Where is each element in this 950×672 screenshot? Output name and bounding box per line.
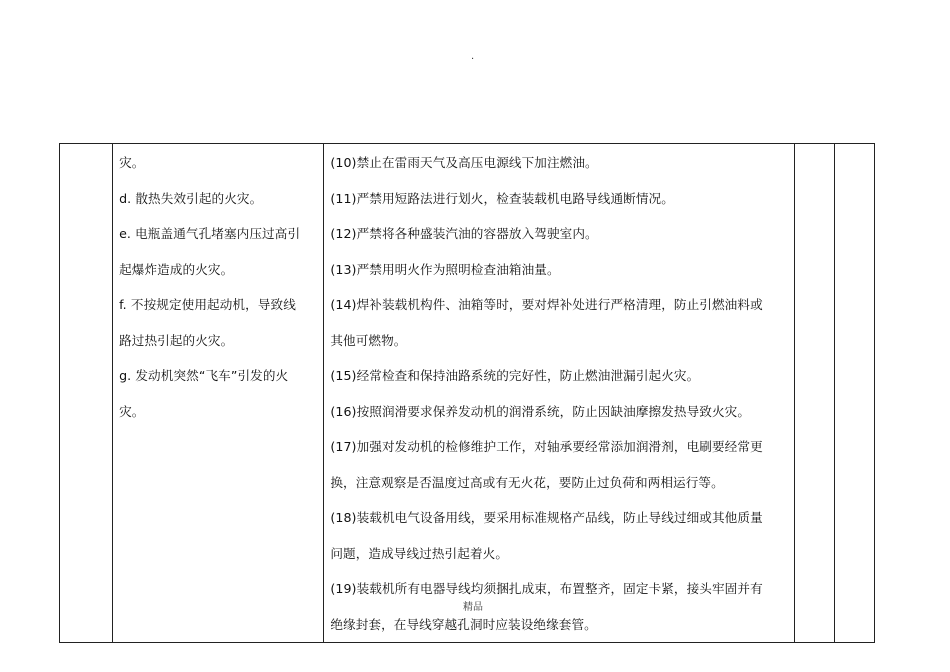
footer-watermark: 精品 bbox=[463, 602, 483, 613]
measure-line: (12)严禁将各种盛装汽油的容器放入驾驶室内。 bbox=[330, 226, 598, 241]
empty-cell-a bbox=[794, 144, 834, 643]
hazard-cell bbox=[113, 144, 324, 643]
hazard-line: f. 不按规定使用起动机，导致线 bbox=[119, 297, 296, 312]
measure-line: 换，注意观察是否温度过高或有无火花，要防止过负荷和两相运行等。 bbox=[330, 474, 724, 490]
measure-line: (17)加强对发动机的检修维护工作，对轴承要经常添加润滑剂，电刷要经常更 bbox=[330, 439, 763, 454]
measure-line: (14)焊补装载机构件、油箱等时，要对焊补处进行严格清理，防止引燃油料或 bbox=[330, 297, 763, 312]
measure-line: (18)装载机电气设备用线，要采用标准规格产品线，防止导线过细或其他质量 bbox=[330, 510, 763, 525]
measure-line: 绝缘封套，在导线穿越孔洞时应装设绝缘套管。 bbox=[330, 616, 597, 632]
hazard-line: 路过热引起的火灾。 bbox=[119, 332, 234, 348]
measure-line: (11)严禁用短路法进行划火，检查装载机电路导线通断情况。 bbox=[330, 190, 674, 206]
hazard-line: 起爆炸造成的火灾。 bbox=[119, 261, 234, 277]
hazard-line: 灾。 bbox=[119, 403, 145, 419]
table-row bbox=[60, 144, 875, 643]
hazard-line: 灾。 bbox=[119, 155, 145, 170]
measures-cell bbox=[324, 144, 795, 643]
content-table bbox=[59, 143, 875, 643]
measure-line: 问题，造成导线过热引起着火。 bbox=[330, 545, 509, 561]
index-cell bbox=[60, 144, 113, 643]
hazard-line: g. 发动机突然“飞车”引发的火 bbox=[119, 368, 289, 383]
measure-line: 其他可燃物。 bbox=[330, 332, 407, 348]
header-dot: . bbox=[471, 51, 475, 62]
measure-line: (13)严禁用明火作为照明检查油箱油量。 bbox=[330, 261, 560, 277]
measure-line: (19)装载机所有电器导线均须捆扎成束，布置整齐，固定卡紧，接头牢固并有 bbox=[330, 581, 763, 596]
empty-cell-b bbox=[834, 144, 874, 643]
measure-line: (10)禁止在雷雨天气及高压电源线下加注燃油。 bbox=[330, 155, 598, 170]
measure-line: (15)经常检查和保持油路系统的完好性，防止燃油泄漏引起火灾。 bbox=[330, 368, 700, 383]
hazard-line: d. 散热失效引起的火灾。 bbox=[119, 190, 263, 206]
hazard-line: e. 电瓶盖通气孔堵塞内压过高引 bbox=[119, 226, 301, 241]
measure-line: (16)按照润滑要求保养发动机的润滑系统，防止因缺油摩擦发热导致火灾。 bbox=[330, 403, 751, 419]
